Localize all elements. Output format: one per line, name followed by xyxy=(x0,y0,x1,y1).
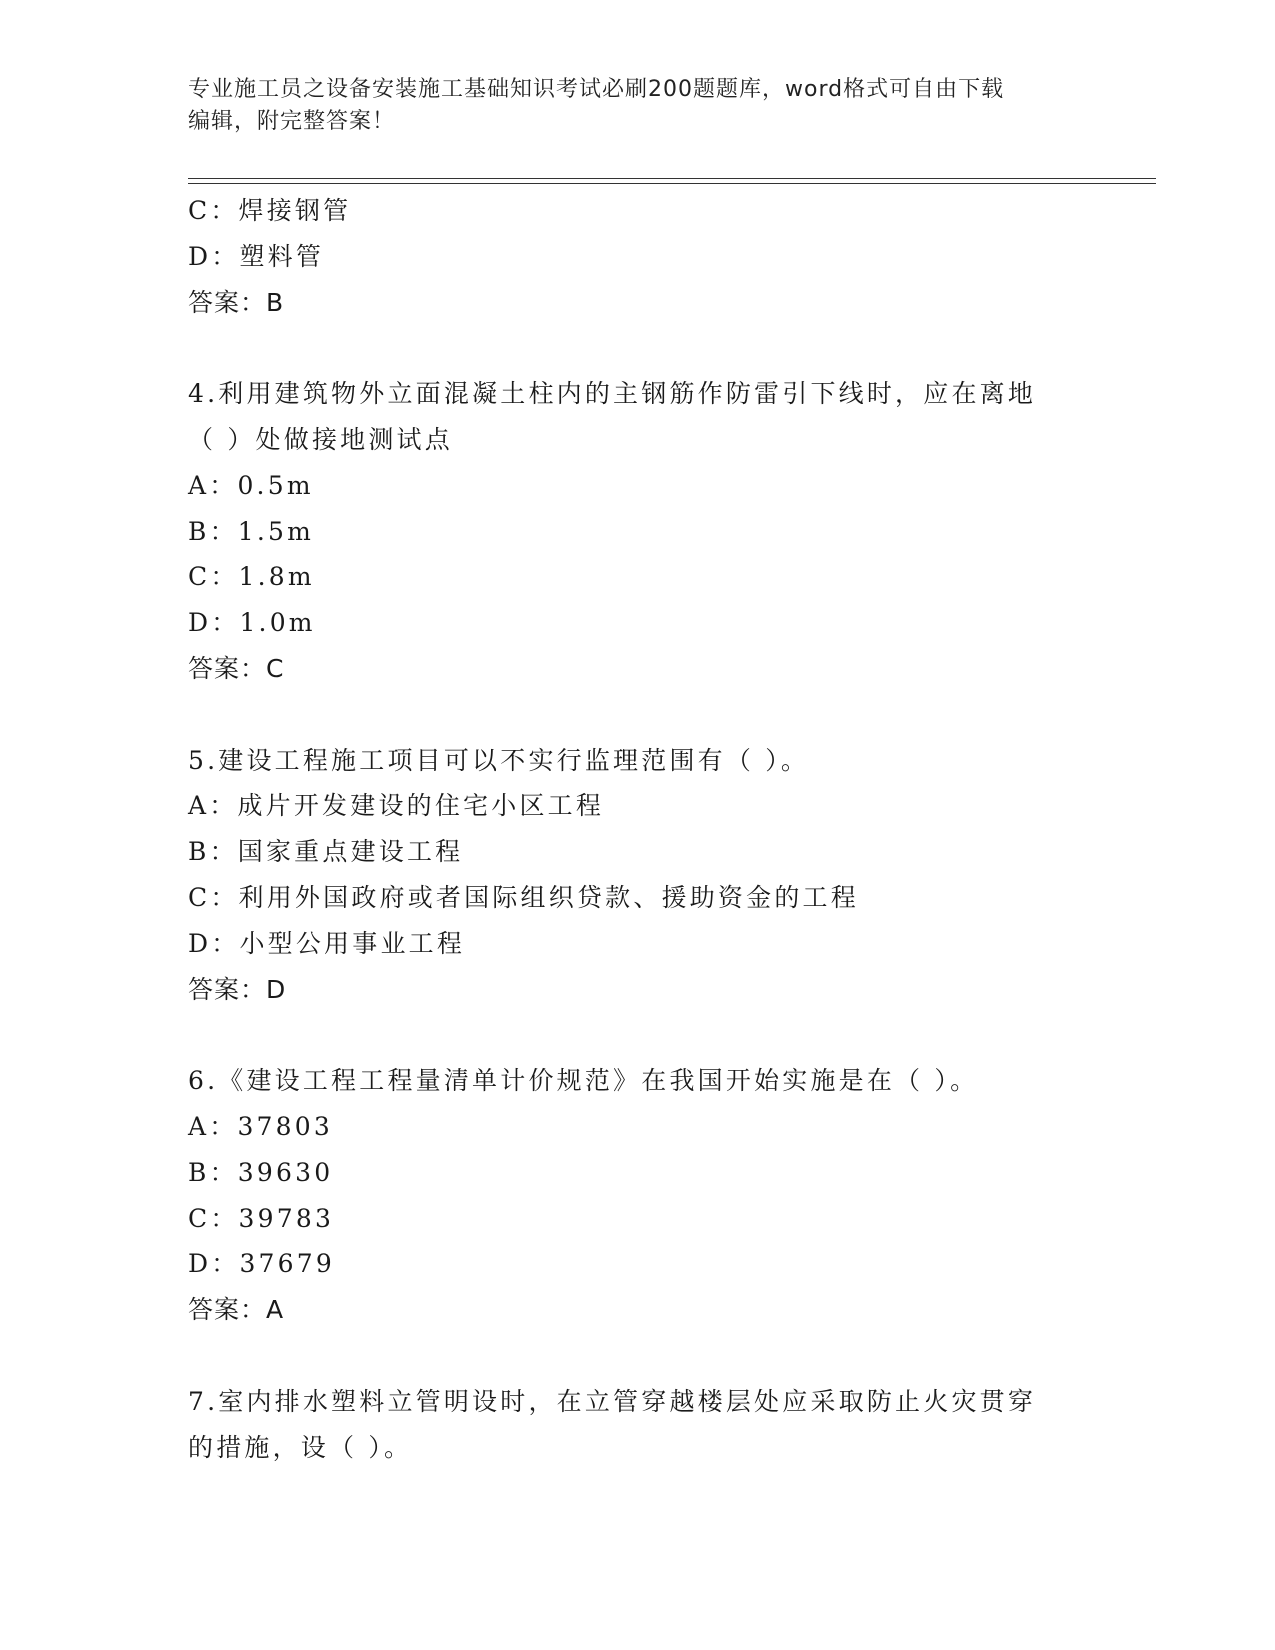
spacer xyxy=(188,325,1148,371)
header-title-line-1: 专业施工员之设备安装施工基础知识考试必刷200题题库，word格式可自由下载 xyxy=(188,77,1005,102)
question-6-option-d: D：37679 xyxy=(188,1249,335,1279)
question-6-option-a: A：37803 xyxy=(188,1111,333,1141)
question-4-stem-line-1: 4.利用建筑物外立面混凝土柱内的主钢筋作防雷引下线时，应在离地 xyxy=(188,379,1037,409)
document-header xyxy=(188,74,1088,138)
spacer xyxy=(188,1333,1148,1379)
spacer xyxy=(188,692,1148,738)
question-5-option-a: A：成片开发建设的住宅小区工程 xyxy=(188,791,605,821)
header-title-line-2: 编辑，附完整答案！ xyxy=(188,109,396,134)
question-5-option-b: B：国家重点建设工程 xyxy=(188,837,464,867)
question-6-answer: 答案：A xyxy=(188,1295,285,1325)
question-4-option-a: A：0.5m xyxy=(188,470,314,500)
spacer xyxy=(188,1012,1148,1058)
question-4-stem-line-2: （ ）处做接地测试点 xyxy=(188,424,453,454)
question-7 xyxy=(188,1379,1148,1471)
question-6 xyxy=(188,1058,1148,1333)
question-5-option-c: C：利用外国政府或者国际组织贷款、援助资金的工程 xyxy=(188,882,859,912)
question-5-option-d: D：小型公用事业工程 xyxy=(188,928,466,958)
question-5-stem-line-1: 5.建设工程施工项目可以不实行监理范围有（ ）。 xyxy=(188,745,810,775)
question-5-answer: 答案：D xyxy=(188,974,287,1004)
question-4-option-c: C：1.8m xyxy=(188,562,315,592)
question-4-answer: 答案：C xyxy=(188,653,285,683)
question-3-option-d: D：塑料管 xyxy=(188,241,325,271)
question-3-tail xyxy=(188,188,1148,325)
question-6-stem-line-1: 6.《建设工程工程量清单计价规范》在我国开始实施是在（ ）。 xyxy=(188,1066,979,1096)
question-6-option-b: B：39630 xyxy=(188,1157,334,1187)
question-7-stem-line-2: 的措施，设（ ）。 xyxy=(188,1432,413,1462)
question-5 xyxy=(188,738,1148,1013)
question-3-option-c: C：焊接钢管 xyxy=(188,196,352,225)
question-7-stem-line-1: 7.室内排水塑料立管明设时，在立管穿越楼层处应采取防止火灾贯穿 xyxy=(188,1386,1037,1416)
question-4-option-b: B：1.5m xyxy=(188,516,315,546)
question-4-option-d: D：1.0m xyxy=(188,608,316,638)
question-6-option-c: C：39783 xyxy=(188,1203,335,1233)
question-4 xyxy=(188,371,1148,692)
question-list xyxy=(188,188,1148,1470)
question-3-answer: 答案：B xyxy=(188,287,285,317)
header-divider-top xyxy=(188,178,1156,179)
header-divider-bottom xyxy=(188,183,1156,184)
